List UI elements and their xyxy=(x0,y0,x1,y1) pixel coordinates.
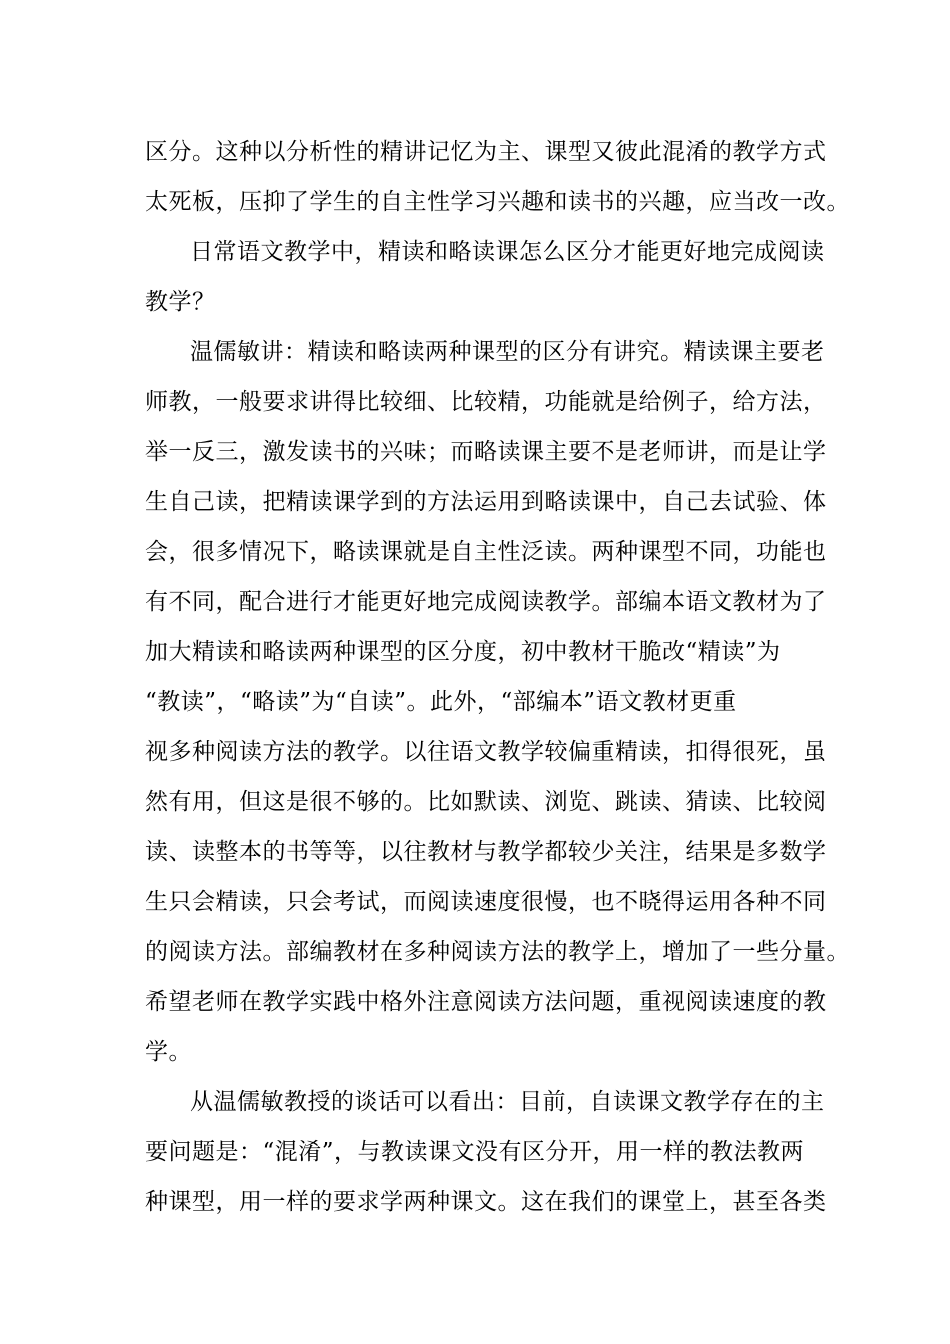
text-line: 然有用，但这是很不够的。比如默读、浏览、跳读、猜读、比较阅 xyxy=(145,789,827,815)
text-line: 希望老师在教学实践中格外注意阅读方法问题，重视阅读速度的教 xyxy=(145,989,827,1015)
text-line: 师教，一般要求讲得比较细、比较精，功能就是给例子，给方法， xyxy=(145,389,827,415)
text-line: 教学？ xyxy=(145,289,216,315)
text-line: “教读”，“略读”为“自读”。此外，“部编本”语文教材更重 xyxy=(145,689,737,715)
paragraph-start-line: 温儒敏讲：精读和略读两种课型的区分有讲究。精读课主要老 xyxy=(190,339,825,365)
paragraph-start-line: 从温儒敏教授的谈话可以看出：目前，自读课文教学存在的主 xyxy=(190,1089,825,1115)
text-line: 要问题是：“混淆”，与教读课文没有区分开，用一样的教法教两 xyxy=(145,1139,805,1165)
paragraph-start-line: 日常语文教学中，精读和略读课怎么区分才能更好地完成阅读 xyxy=(190,239,825,265)
text-line: 加大精读和略读两种课型的区分度，初中教材干脆改“精读”为 xyxy=(145,639,781,665)
text-line: 读、读整本的书等等，以往教材与教学都较少关注，结果是多数学 xyxy=(145,839,827,865)
text-line: 区分。这种以分析性的精讲记忆为主、课型又彼此混淆的教学方式 xyxy=(145,139,827,165)
text-line: 举一反三，激发读书的兴味；而略读课主要不是老师讲，而是让学 xyxy=(145,439,827,465)
text-line: 学。 xyxy=(145,1039,192,1065)
text-line: 有不同，配合进行才能更好地完成阅读教学。部编本语文教材为了 xyxy=(145,589,827,615)
text-line: 种课型，用一样的要求学两种课文。这在我们的课堂上，甚至各类 xyxy=(145,1189,827,1215)
text-line: 太死板，压抑了学生的自主性学习兴趣和读书的兴趣，应当改一改。 xyxy=(145,189,850,215)
text-line: 生自己读，把精读课学到的方法运用到略读课中，自己去试验、体 xyxy=(145,489,827,515)
text-line: 会，很多情况下，略读课就是自主性泛读。两种课型不同，功能也 xyxy=(145,539,827,565)
text-line: 视多种阅读方法的教学。以往语文教学较偏重精读，扣得很死，虽 xyxy=(145,739,827,765)
text-line: 的阅读方法。部编教材在多种阅读方法的教学上，增加了一些分量。 xyxy=(145,939,850,965)
text-line: 生只会精读，只会考试，而阅读速度很慢，也不晓得运用各种不同 xyxy=(145,889,827,915)
